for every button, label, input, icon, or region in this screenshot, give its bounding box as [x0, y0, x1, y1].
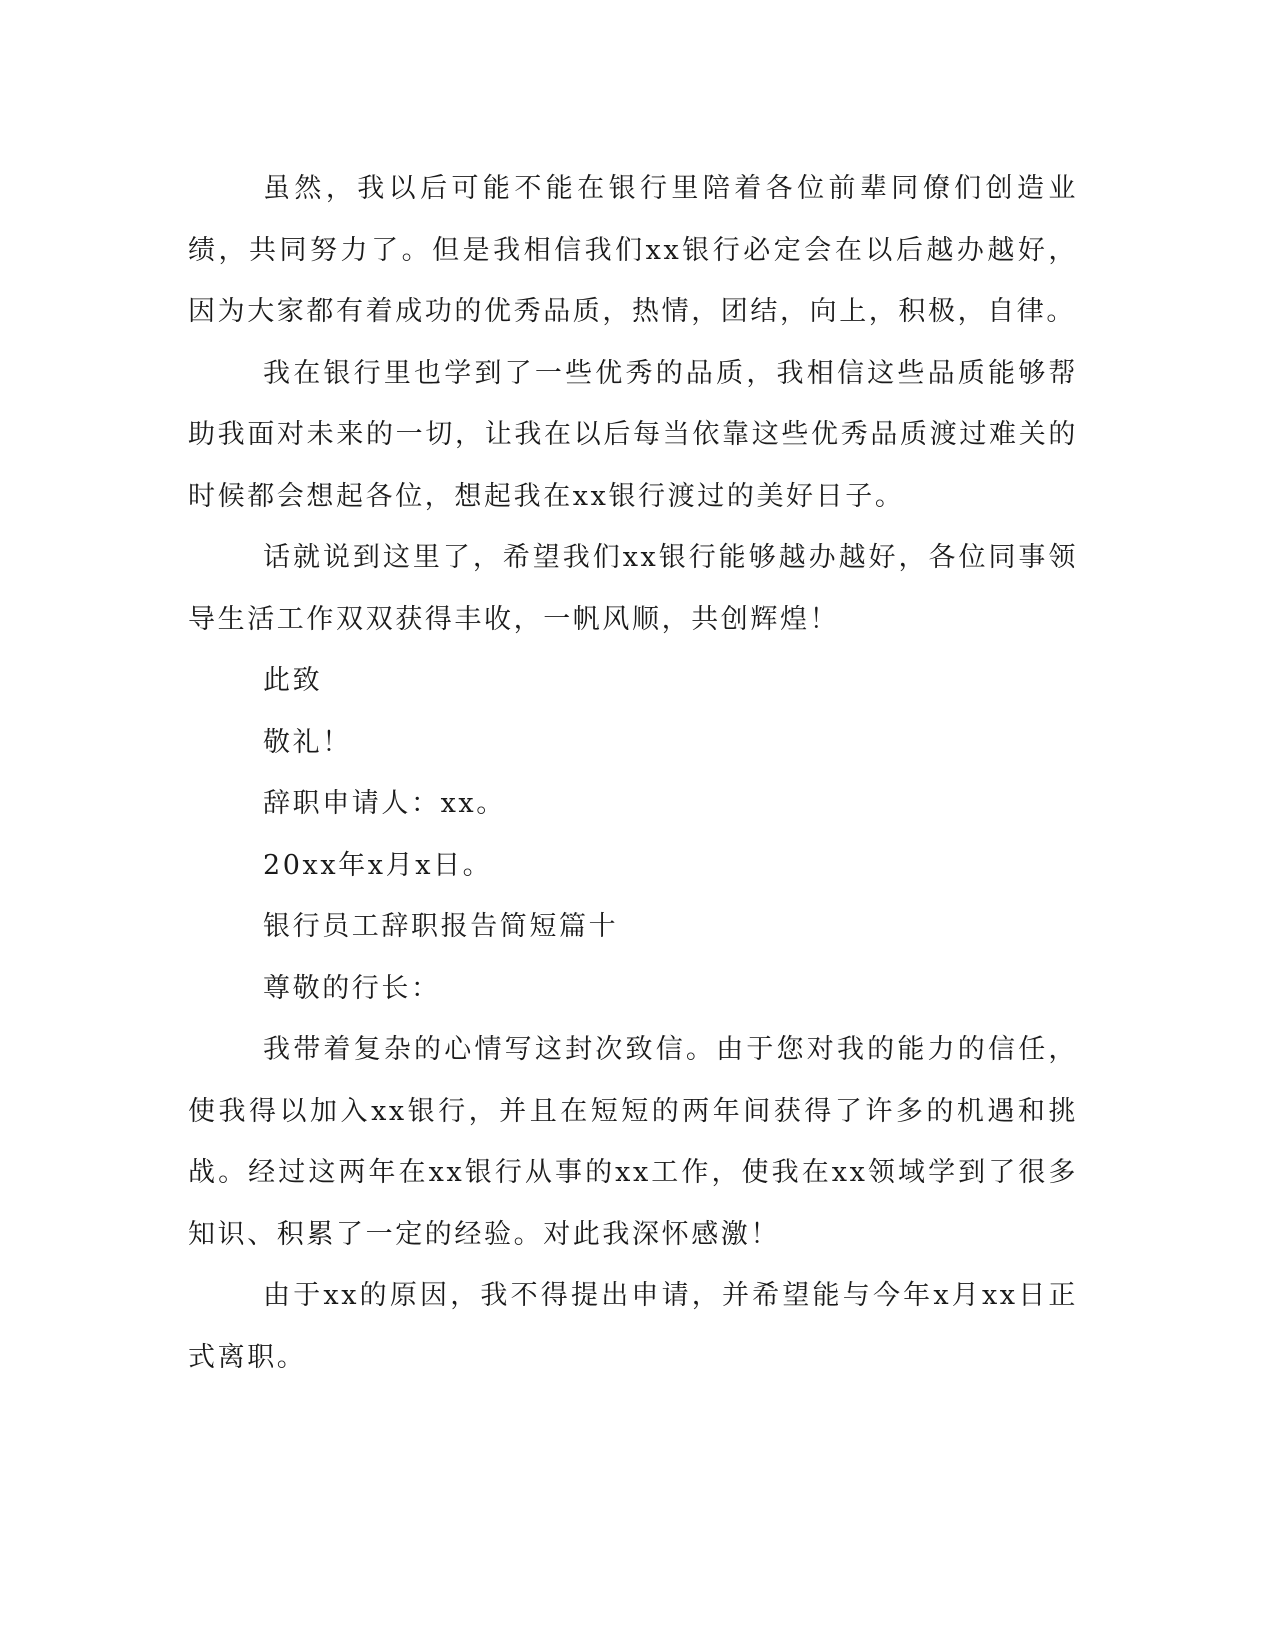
salute-line: 敬礼！ [263, 726, 352, 758]
greeting-line: 尊敬的行长： [263, 972, 441, 1004]
body-paragraph-2: 由于xx的原因，我不得提出申请，并希望能与今年x月xx日正式离职。 [188, 1280, 1078, 1373]
body-paragraph-1: 我带着复杂的心情写这封次致信。由于您对我的能力的信任，使我得以加入xx银行，并且在短短的两年间获得了许多的机遇和挑战。经过这两年在xx银行从事的xx工作，使我在xx领域学到了很多知识、积累了一定的经验。对此我深怀感激！ [188, 1034, 1078, 1250]
paragraph-1: 虽然，我以后可能不能在银行里陪着各位前辈同僚们创造业绩，共同努力了。但是我相信我们xx银行必定会在以后越办越好，因为大家都有着成功的优秀品质，热情，团结，向上，积极，自律。 [188, 173, 1078, 327]
section-title: 银行员工辞职报告简短篇十 [263, 911, 619, 942]
paragraph-3: 话就说到这里了，希望我们xx银行能够越办越好，各位同事领导生活工作双双获得丰收，一帆风顺，共创辉煌！ [188, 542, 1078, 635]
paragraph-2: 我在银行里也学到了一些优秀的品质，我相信这些品质能够帮助我面对未来的一切，让我在以后每当依靠这些优秀品质渡过难关的时候都会想起各位，想起我在xx银行渡过的美好日子。 [188, 357, 1078, 512]
document-body [188, 158, 1078, 1388]
date-line: 20xx年x月x日。 [263, 849, 493, 881]
closing-line: 此致 [263, 665, 323, 696]
applicant-line: 辞职申请人：xx。 [263, 788, 506, 819]
